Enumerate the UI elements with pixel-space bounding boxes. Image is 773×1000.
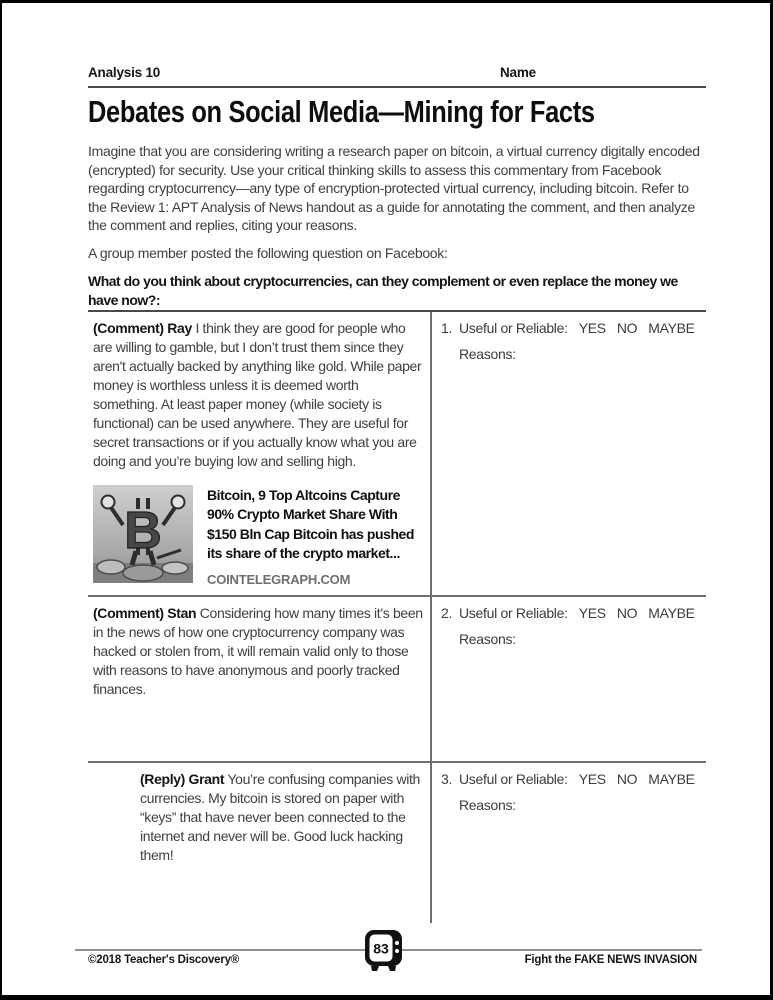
- reply-text: You’re confusing companies with currencies. My bitcoin is stored on paper with “keys” that have never been connected to the internet and never will be. Good luck hacking them!: [140, 770, 420, 863]
- rating-cell-2: [432, 597, 706, 761]
- rating-line: [441, 320, 706, 336]
- article-headline: Bitcoin, 9 Top Altcoins Capture 90% Crypto Market Share With $150 Bln Cap Bitcoin has pushed its share of the crypto market...: [207, 486, 414, 562]
- comment-cell-ray: [88, 312, 432, 595]
- reply-grant: [140, 770, 426, 865]
- table-row-stan: [88, 595, 706, 761]
- name-label: Name: [500, 65, 536, 80]
- reasons-label: Reasons:: [459, 345, 516, 362]
- rating-label: Useful or Reliable:: [459, 319, 568, 336]
- copyright: ©2018 Teacher's Discovery®: [88, 954, 240, 966]
- rating-option-yes: YES: [578, 319, 606, 336]
- rating-number: 1.: [441, 319, 453, 336]
- rating-option-maybe: MAYBE: [648, 604, 695, 621]
- comment-cell-stan: [88, 597, 432, 761]
- comment-author: (Comment) Ray: [93, 319, 192, 336]
- reply-cell-grant: [88, 763, 432, 923]
- lesson-label: Analysis 10: [88, 65, 161, 80]
- rating-cell-3: [432, 763, 706, 923]
- reasons-label: Reasons:: [459, 796, 516, 813]
- rating-cell-1: [432, 312, 706, 595]
- comment-author: (Comment) Stan: [93, 604, 197, 621]
- article-text-block: [207, 485, 426, 587]
- rating-option-no: NO: [616, 319, 638, 336]
- comment-ray: [93, 319, 426, 471]
- rating-line: [441, 771, 706, 787]
- rating-number: 2.: [441, 604, 453, 621]
- bitcoin-cartoon-image: [93, 485, 193, 583]
- rating-option-yes: YES: [578, 604, 606, 621]
- rating-number: 3.: [441, 770, 453, 787]
- rating-label: Useful or Reliable:: [459, 770, 568, 787]
- article-preview: [93, 485, 426, 587]
- header-rule: [88, 86, 706, 88]
- page-number: 83: [373, 940, 389, 957]
- facebook-prompt: A group member posted the following question on Facebook:: [88, 244, 448, 261]
- rating-option-maybe: MAYBE: [648, 770, 695, 787]
- question-heading: What do you think about cryptocurrencies, can they complement or even replace the money we have now?:: [88, 272, 678, 308]
- rating-line: [441, 605, 706, 621]
- comments-table: [88, 310, 706, 923]
- tagline: Fight the FAKE NEWS INVASION: [524, 954, 697, 966]
- page-title: Debates on Social Media—Mining for Facts: [88, 94, 595, 129]
- table-row-ray: [88, 312, 706, 595]
- tv-page-number-icon: [363, 926, 405, 974]
- comment-text: I think they are good for people who are willing to gamble, but I don’t trust them since they aren't actually backed by anything like gold. While paper money is worthless unless it is deemed worth something. At least paper money (while society is functional) can be used anywhere. They are useful for secret transactions or if you actually know what you are doing and you’re buying low and selling high.: [93, 319, 422, 469]
- table-row-grant: [88, 761, 706, 923]
- rating-label: Useful or Reliable:: [459, 604, 568, 621]
- rating-option-maybe: MAYBE: [648, 319, 695, 336]
- rating-option-no: NO: [616, 604, 638, 621]
- rating-option-yes: YES: [578, 770, 606, 787]
- svg-text:B: B: [124, 501, 162, 560]
- comment-text: Considering how many times it’s been in the news of how one cryptocurrency company was hacked or stolen from, it will remain valid only to those with reasons to have anonymous and poorly tracked finances.: [93, 604, 423, 697]
- intro-paragraph: Imagine that you are considering writing a research paper on bitcoin, a virtual currency digitally encoded (encrypted) for security. Use your critical thinking skills to assess this commentary from Facebook regarding cryptocurrency—any type of encryption-protected virtual currency, including bitcoin. Refer to the Review 1: APT Analysis of News handout as a guide for annotating the comment, and then analyze the comment and replies, citing your reasons.: [88, 143, 700, 234]
- rating-option-no: NO: [616, 770, 638, 787]
- reply-author: (Reply) Grant: [140, 770, 225, 787]
- page-content: [88, 3, 706, 923]
- page-header: [88, 65, 706, 82]
- comment-stan: [93, 604, 426, 699]
- reasons-label: Reasons:: [459, 630, 516, 647]
- article-source: COINTELEGRAPH.COM: [207, 571, 351, 587]
